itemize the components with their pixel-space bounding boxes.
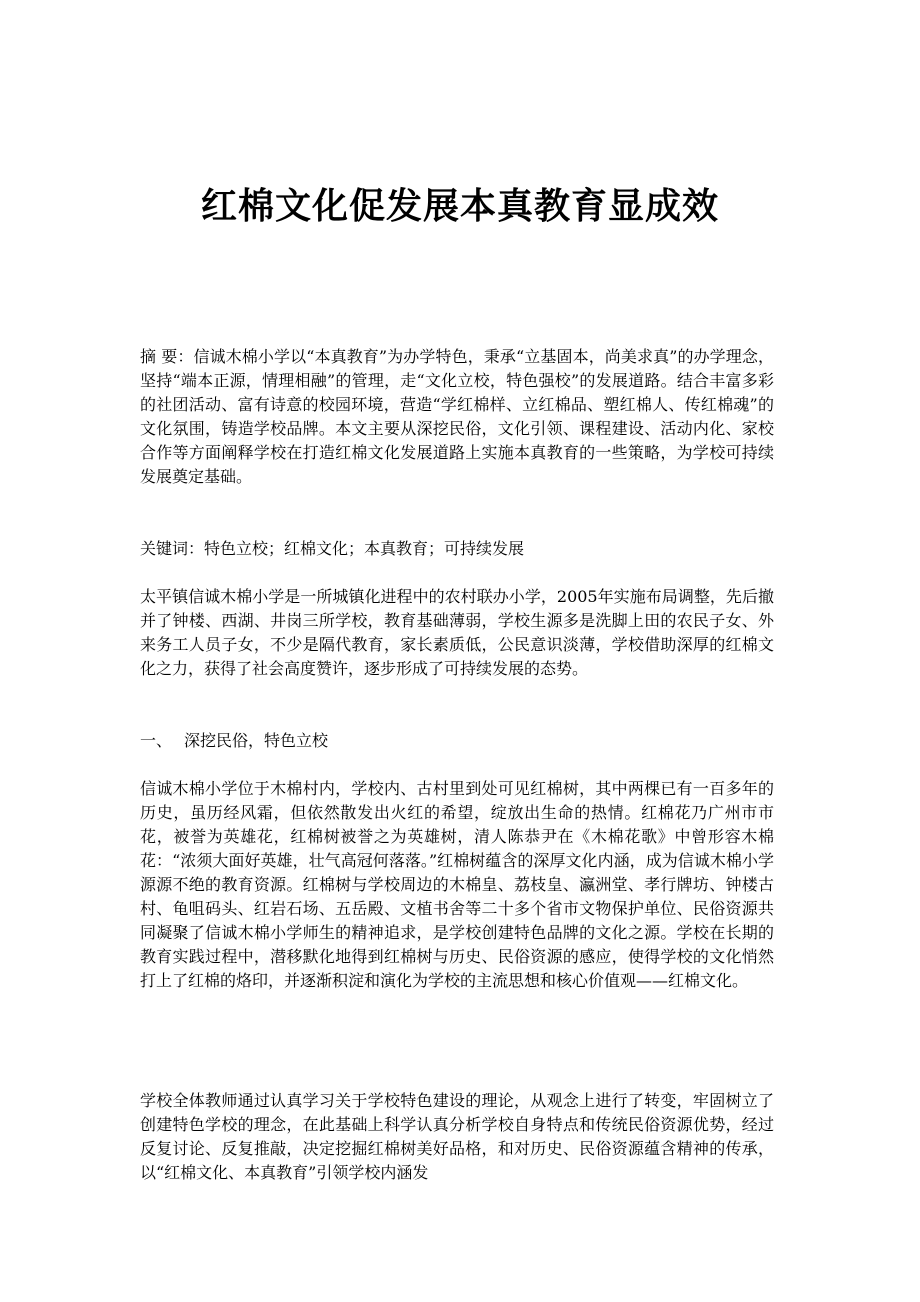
- section-heading: [140, 729, 774, 753]
- section-heading-text: 深挖民俗，特色立校: [184, 731, 329, 750]
- section-number: 一、: [140, 731, 173, 750]
- keywords-line: 关键词：特色立校；红棉文化；本真教育；可持续发展: [140, 539, 525, 558]
- body-paragraph-1: 信诚木棉小学位于木棉村内，学校内、古村里到处可见红棉树，其中两棵已有一百多年的历史，虽历经风霜，但依然散发出火红的希望，绽放出生命的热情。红棉花乃广州市市花，被誉为英雄花，红棉树被誉之为英雄树，清人陈恭尹在《木棉花歌》中曾形容木棉花：“浓须大面好英雄，壮气高冠何落落。”红棉树蕴含的深厚文化内涵，成为信诚木棉小学源源不绝的教育资源。红棉树与学校周边的木棉皇、荔枝皇、瀛洲堂、孝行牌坊、钟楼古村、龟咀码头、红岩石场、五岳殿、文植书舍等二十多个省市文物保护单位、民俗资源共同凝聚了信诚木棉小学师生的精神追求，是学校创建特色品牌的文化之源。学校在长期的教育实践过程中，潜移默化地得到红棉树与历史、民俗资源的感应，使得学校的文化悄然打上了红棉的烙印，并逐渐积淀和演化为学校的主流思想和核心价值观——红棉文化。: [140, 779, 774, 990]
- document-title: 红棉文化促发展本真教育显成效: [200, 186, 719, 227]
- abstract-paragraph: 摘 要：信诚木棉小学以“本真教育”为办学特色，秉承“立基固本，尚美求真”的办学理念，坚持“端本正源，情理相融”的管理，走“文化立校，特色强校”的发展道路。结合丰富多彩的社团活动、富有诗意的校园环境，营造“学红棉样、立红棉品、塑红棉人、传红棉魂”的文化氛围，铸造学校品牌。本文主要从深挖民俗，文化引领、课程建设、活动内化、家校合作等方面阐释学校在打造红棉文化发展道路上实施本真教育的一些策略，为学校可持续发展奠定基础。: [140, 347, 774, 486]
- body-paragraph-2: 学校全体教师通过认真学习关于学校特色建设的理论，从观念上进行了转变，牢固树立了创建特色学校的理念，在此基础上科学认真分析学校自身特点和传统民俗资源优势，经过反复讨论、反复推敲，决定挖掘红棉树美好品格，和对历史、民俗资源蕴含精神的传承，以“红棉文化、本真教育”引领学校内涵发: [140, 1091, 774, 1182]
- intro-paragraph: 太平镇信诚木棉小学是一所城镇化进程中的农村联办小学，2005年实施布局调整，先后撤并了钟楼、西湖、井岗三所学校，教育基础薄弱，学校生源多是洗脚上田的农民子女、外来务工人员子女，不少是隔代教育，家长素质低，公民意识淡薄，学校借助深厚的红棉文化之力，获得了社会高度赞许，逐步形成了可持续发展的态势。: [140, 587, 774, 678]
